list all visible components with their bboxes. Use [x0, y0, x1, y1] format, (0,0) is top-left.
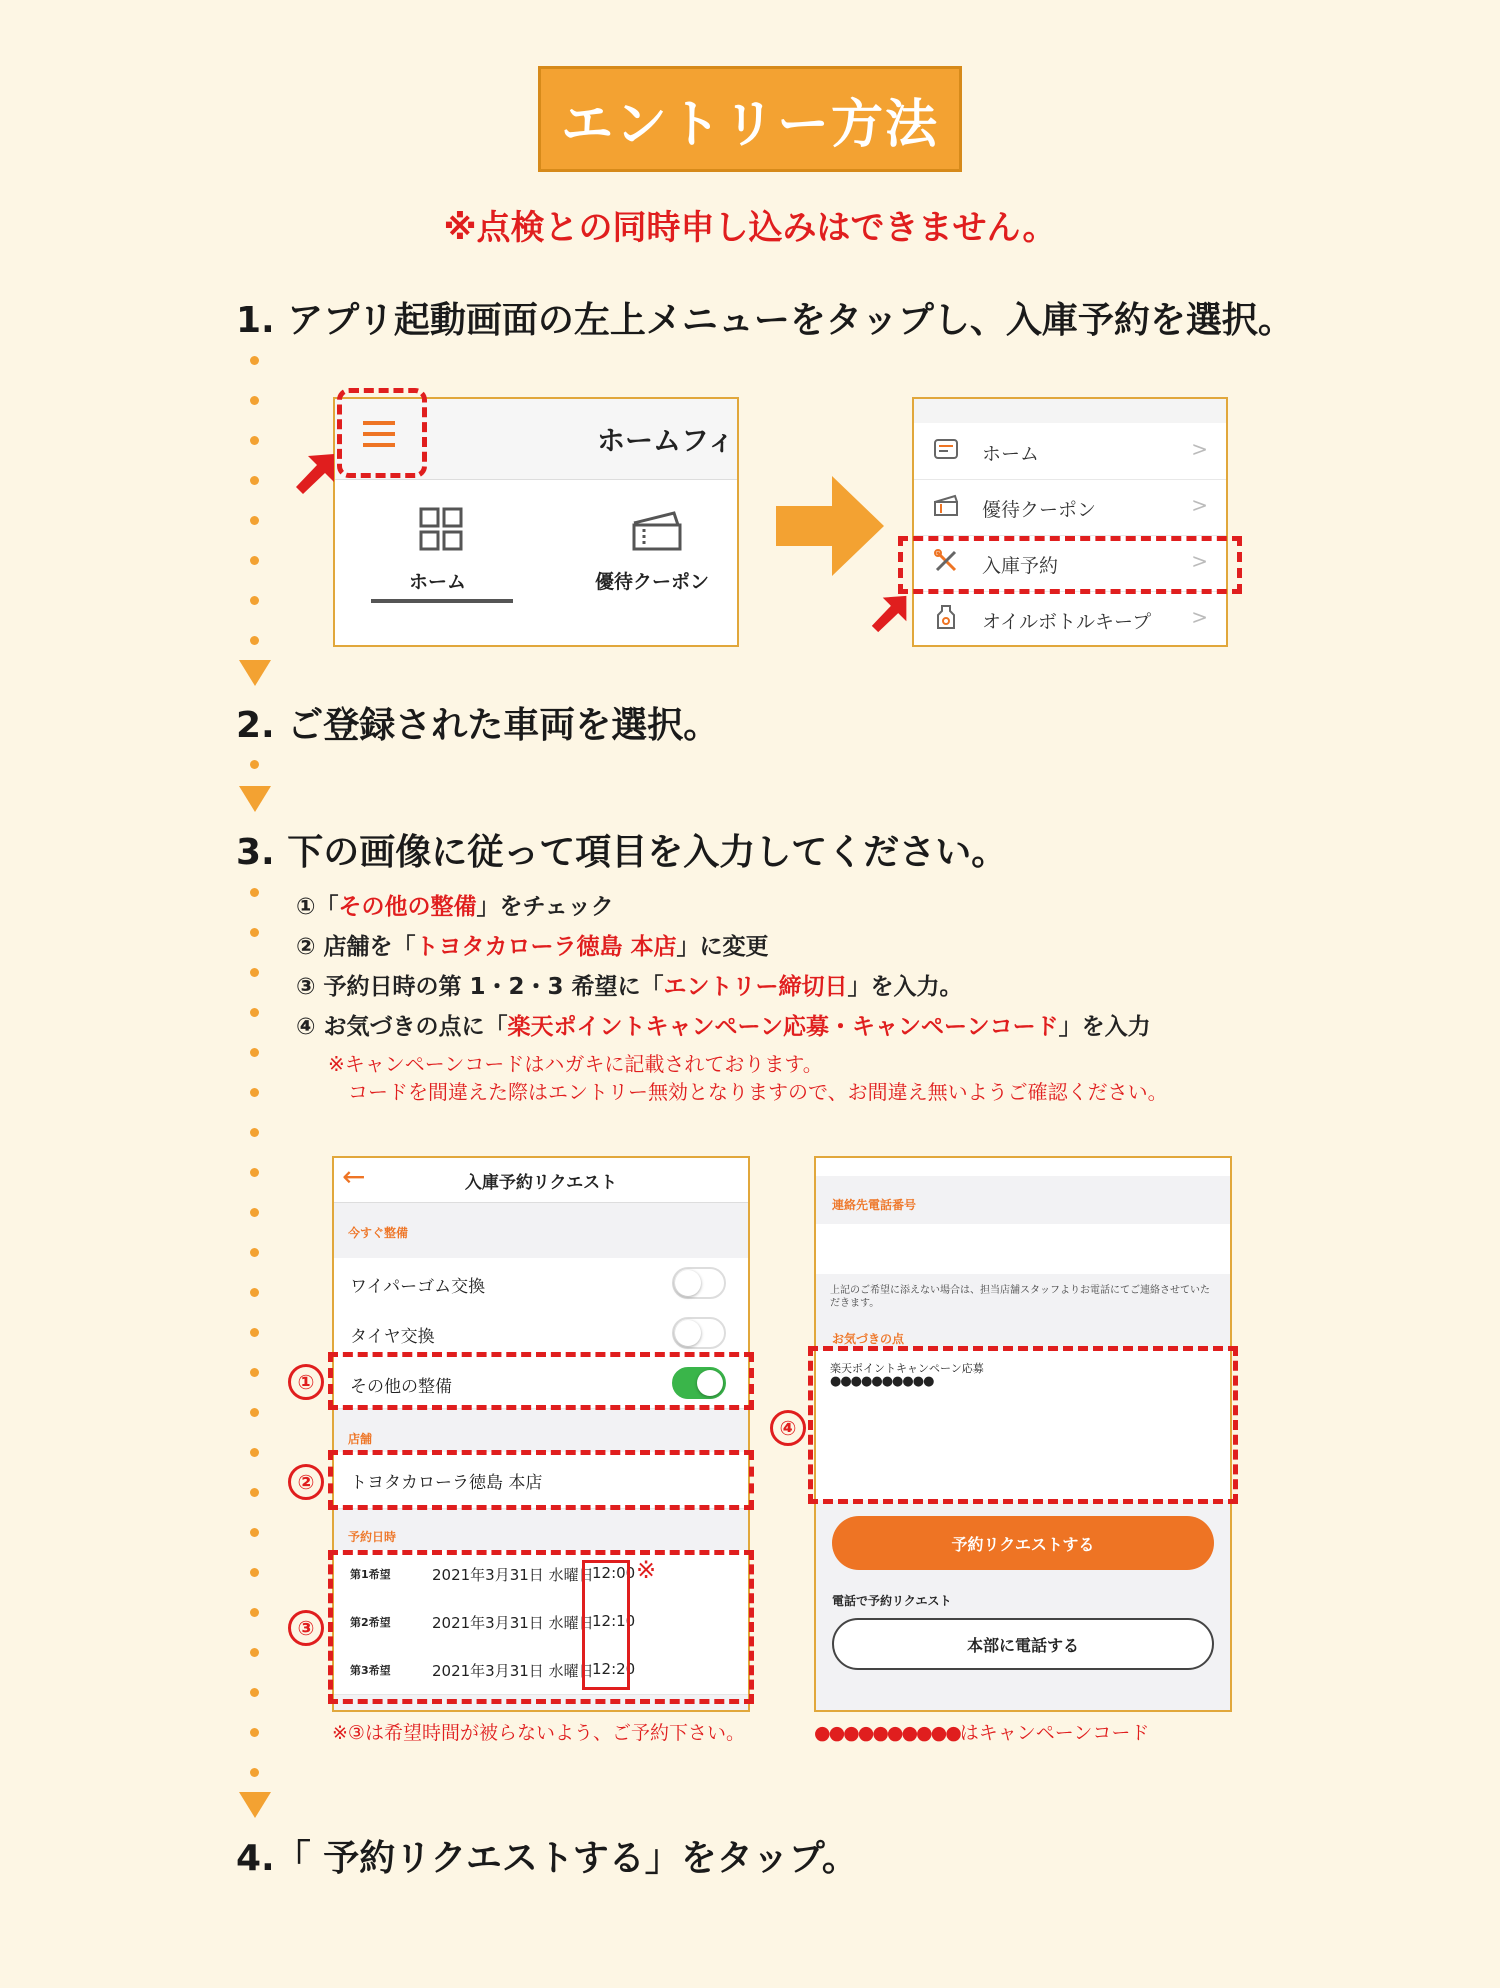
tab-home[interactable]: ホーム	[409, 571, 467, 593]
highlight-menu	[337, 388, 427, 478]
phone-label: 連絡先電話番号	[832, 1198, 917, 1212]
back-arrow-icon[interactable]: ←	[342, 1160, 366, 1193]
timeline-arrow-3	[239, 1792, 271, 1818]
app-menu-screenshot	[912, 397, 1228, 647]
highlight-reservation	[898, 536, 1242, 594]
row-tire: タイヤ交換	[334, 1308, 748, 1359]
toggle-tire[interactable]	[672, 1317, 726, 1349]
section-store: 店舗	[348, 1432, 373, 1446]
phone-request-label: 電話で予約リクエスト	[832, 1594, 952, 1608]
row-choice-2[interactable]: 第2希望 2021年3月31日 水曜日 12:10	[334, 1598, 748, 1647]
menu-item-home[interactable]: ホーム >	[914, 423, 1226, 480]
remarks-label: お気づきの点	[832, 1332, 905, 1346]
instruction-4: ④ お気づきの点に「楽天ポイントキャンペーン応募・キャンペーンコード」を入力	[296, 1014, 1151, 1040]
instruction-3: ③ 予約日時の第 1・2・3 希望に「エントリー締切日」を入力。	[296, 974, 963, 1000]
step-3: 3. 下の画像に従って項目を入力してください。	[236, 832, 1008, 873]
call-button[interactable]: 本部に電話する	[832, 1618, 1214, 1670]
row-choice-3[interactable]: 第3希望 2021年3月31日 水曜日 12:20	[334, 1646, 748, 1695]
note-1: ※キャンペーンコードはハガキに記載されております。	[328, 1052, 823, 1076]
pointer-arrow-icon-2	[870, 594, 910, 638]
menu-item-coupon[interactable]: 優待クーポン >	[914, 479, 1226, 536]
row-wiper: ワイパーゴム交換	[334, 1258, 748, 1309]
grid-icon	[419, 507, 463, 555]
tab-coupon[interactable]: 優待クーポン	[595, 571, 710, 593]
timeline-arrow-1	[239, 660, 271, 686]
step-4: 4.「 予約リクエストする」をタップ。	[236, 1838, 858, 1879]
request-button[interactable]: 予約リクエストする	[832, 1516, 1214, 1570]
phone-note: 上記のご希望に添えない場合は、担当店舗スタッフよりお電話にてご連絡させていただきます。	[830, 1285, 1210, 1309]
instruction-2: ② 店舗を「トヨタカローラ徳島 本店」に変更	[296, 934, 769, 960]
menu-item-oil-bottle[interactable]: オイルボトルキープ >	[914, 591, 1226, 647]
menu-item-reservation[interactable]: 入庫予約 >	[914, 535, 1226, 592]
section-now: 今すぐ整備	[348, 1226, 409, 1240]
highlight-datetime	[328, 1550, 754, 1704]
row-store[interactable]: トヨタカローラ徳島 本店	[334, 1452, 748, 1509]
app-header-title: ホームフィ	[597, 424, 735, 457]
instruction-1: ①「その他の整備」をチェック	[296, 894, 614, 920]
toggle-wiper[interactable]	[672, 1267, 726, 1299]
coupon-icon	[932, 491, 960, 519]
marker-1: ①	[288, 1364, 324, 1400]
remarks-textarea[interactable]: 楽天ポイントキャンペーン応募 ●●●●●●●●●●	[816, 1350, 1230, 1500]
form-title: 入庫予約リクエスト	[464, 1173, 618, 1193]
row-choice-1[interactable]: 第1希望 2021年3月31日 水曜日 12:00	[334, 1550, 748, 1599]
marker-2: ②	[288, 1464, 324, 1500]
warning-text: ※点検との同時申し込みはできません。	[443, 208, 1057, 248]
note-datetime: ※③は希望時間が被らないよう、ご予約下さい。	[332, 1722, 745, 1744]
section-title: エントリー方法	[538, 66, 962, 172]
highlight-remarks	[808, 1346, 1238, 1504]
asterisk-mark: ※	[636, 1556, 657, 1584]
phone-field[interactable]	[816, 1224, 1230, 1274]
section-datetime: 予約日時	[348, 1530, 397, 1544]
coupon-icon	[630, 507, 684, 557]
timeline-arrow-2	[239, 786, 271, 812]
step-2: 2. ご登録された車両を選択。	[236, 705, 720, 746]
code-note: ●●●●●●●●●●はキャンペーンコード	[814, 1722, 1150, 1744]
home-card-icon	[932, 435, 960, 463]
highlight-times	[582, 1560, 630, 1690]
oil-bottle-icon	[932, 603, 960, 631]
highlight-other	[328, 1352, 754, 1410]
marker-4: ④	[770, 1410, 806, 1446]
row-other: その他の整備	[334, 1358, 748, 1409]
tab-underline	[371, 599, 513, 603]
highlight-store	[328, 1450, 754, 1510]
note-2: コードを間違えた際はエントリー無効となりますので、お間違え無いようご確認ください。	[348, 1080, 1168, 1104]
marker-3: ③	[288, 1610, 324, 1646]
right-arrow-icon	[776, 476, 884, 580]
step-1: 1. アプリ起動画面の左上メニューをタップし、入庫予約を選択。	[236, 300, 1294, 341]
pointer-arrow-icon	[294, 452, 338, 500]
